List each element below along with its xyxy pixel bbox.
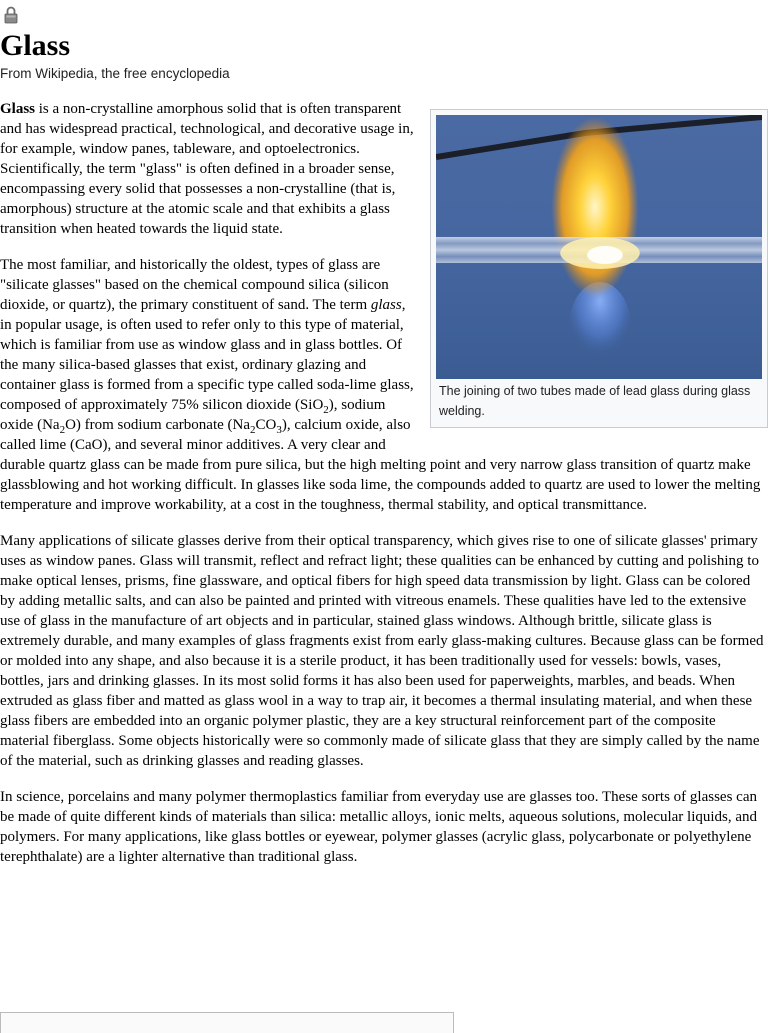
bottom-panel — [0, 1012, 454, 1033]
page-title: Glass — [0, 29, 71, 62]
p2-italic-glass: glass — [370, 297, 402, 313]
lead-term: Glass — [0, 101, 36, 117]
p2-sub-3: 2 — [250, 424, 256, 436]
article-body — [0, 99, 768, 883]
lock-icon — [4, 6, 18, 24]
paragraph-applications: Many applications of silicate glasses derive from their optical transparency, which gives rise to one of silicate glasses' primary uses as window panes. Glass will transmit, reflect and refract light; these qualities can be enhanced by cutting and polishing to make optical lenses, prisms, fine glassware, and optical fibers for high speed data transmission by light. Glass can be colored by adding metallic salts, and can also be painted and printed with vitreous enamels. These qualities have led to the extensive use of glass in the manufacture of art objects and in particular, stained glass windows. Although brittle, silicate glass is extremely durable, and many examples of glass fragments exist from early glass-making cultures. Because glass can be formed or molded into any shape, and also because it is a sterile product, it has been traditionally used for vessels: bowls, vases, bottles, jars and drinking glasses. In its most solid forms it has also been used for paperweights, marbles, and beads. When extruded as glass fiber and matted as glass wool in a way to trap air, it becomes a thermal insulating material, and when these glass fibers are embedded into an organic polymer plastic, they are a key structural reinforcement part of the composite material fiberglass. Some objects historically were so commonly made of silicate glass that they are simply called by the name of the material, such as drinking glasses and reading glasses. — [0, 533, 764, 769]
p2-sub-2: 2 — [59, 424, 66, 436]
paragraph-science: In science, porcelains and many polymer thermoplastics familiar from everyday use are glasses too. These sorts of glasses can be made of quite different kinds of materials than silica: metallic alloys, ionic melts, aqueous solutions, molecular liquids, and polymers. For many applications, like glass bottles or eyewear, polymer glasses (acrylic glass, polycarbonate or polyethylene terephthalate) are a lighter alternative than traditional glass. — [0, 789, 758, 865]
p2-text-5: CO — [255, 417, 277, 433]
p2-text-3: ), sodium oxide (Na — [0, 397, 386, 433]
p2-sub-1: 2 — [323, 404, 329, 416]
p2-text-2: , in popular usage, is often used to refer only to this type of material, which is familiar from use as window glass and in glass bottles. Of the many silica-based glasses that exist, ordinary glazing and container glass is formed from a specific type called soda-lime glass, composed of approximately 75% silicon dioxide (SiO — [0, 297, 414, 413]
figure-caption: The joining of two tubes made of lead glass during glass welding. — [439, 384, 751, 418]
p2-text-1: The most familiar, and historically the oldest, types of glass are "silicate glasses" based on the chemical compound silica (silicon dioxide, or quartz), the primary constituent of sand. The term — [0, 257, 389, 313]
p2-sub-4: 3 — [276, 424, 282, 436]
p2-text-4: O) from sodium carbonate (Na — [65, 417, 250, 433]
p2-text-6: ), calcium oxide, also called lime (CaO), and several minor additives. A very clear and durable quartz glass can be made from pure silica, but the high melting point and very narrow glass transition of quartz make glassblowing and hot working difficult. In glasses like soda lime, the compounds added to quartz are used to lower the melting temperature and improve workability, at a cost in the toughness, thermal stability, and optical transmittance. — [0, 417, 761, 513]
figure-glass-welding — [430, 109, 768, 428]
page-subtitle: From Wikipedia, the free encyclopedia — [0, 66, 230, 81]
glass-welding-image[interactable] — [436, 115, 762, 379]
intro-text: is a non-crystalline amorphous solid that is often transparent and has widespread practical, technological, and decorative usage in, for example, window panes, tableware, and optoelectronics. Scientifically, the term "glass" is often defined in a broader sense, encompassing every solid that possesses a non-crystalline (that is, amorphous) structure at the atomic scale and that exhibits a glass transition when heated towards the liquid state. — [0, 101, 414, 237]
